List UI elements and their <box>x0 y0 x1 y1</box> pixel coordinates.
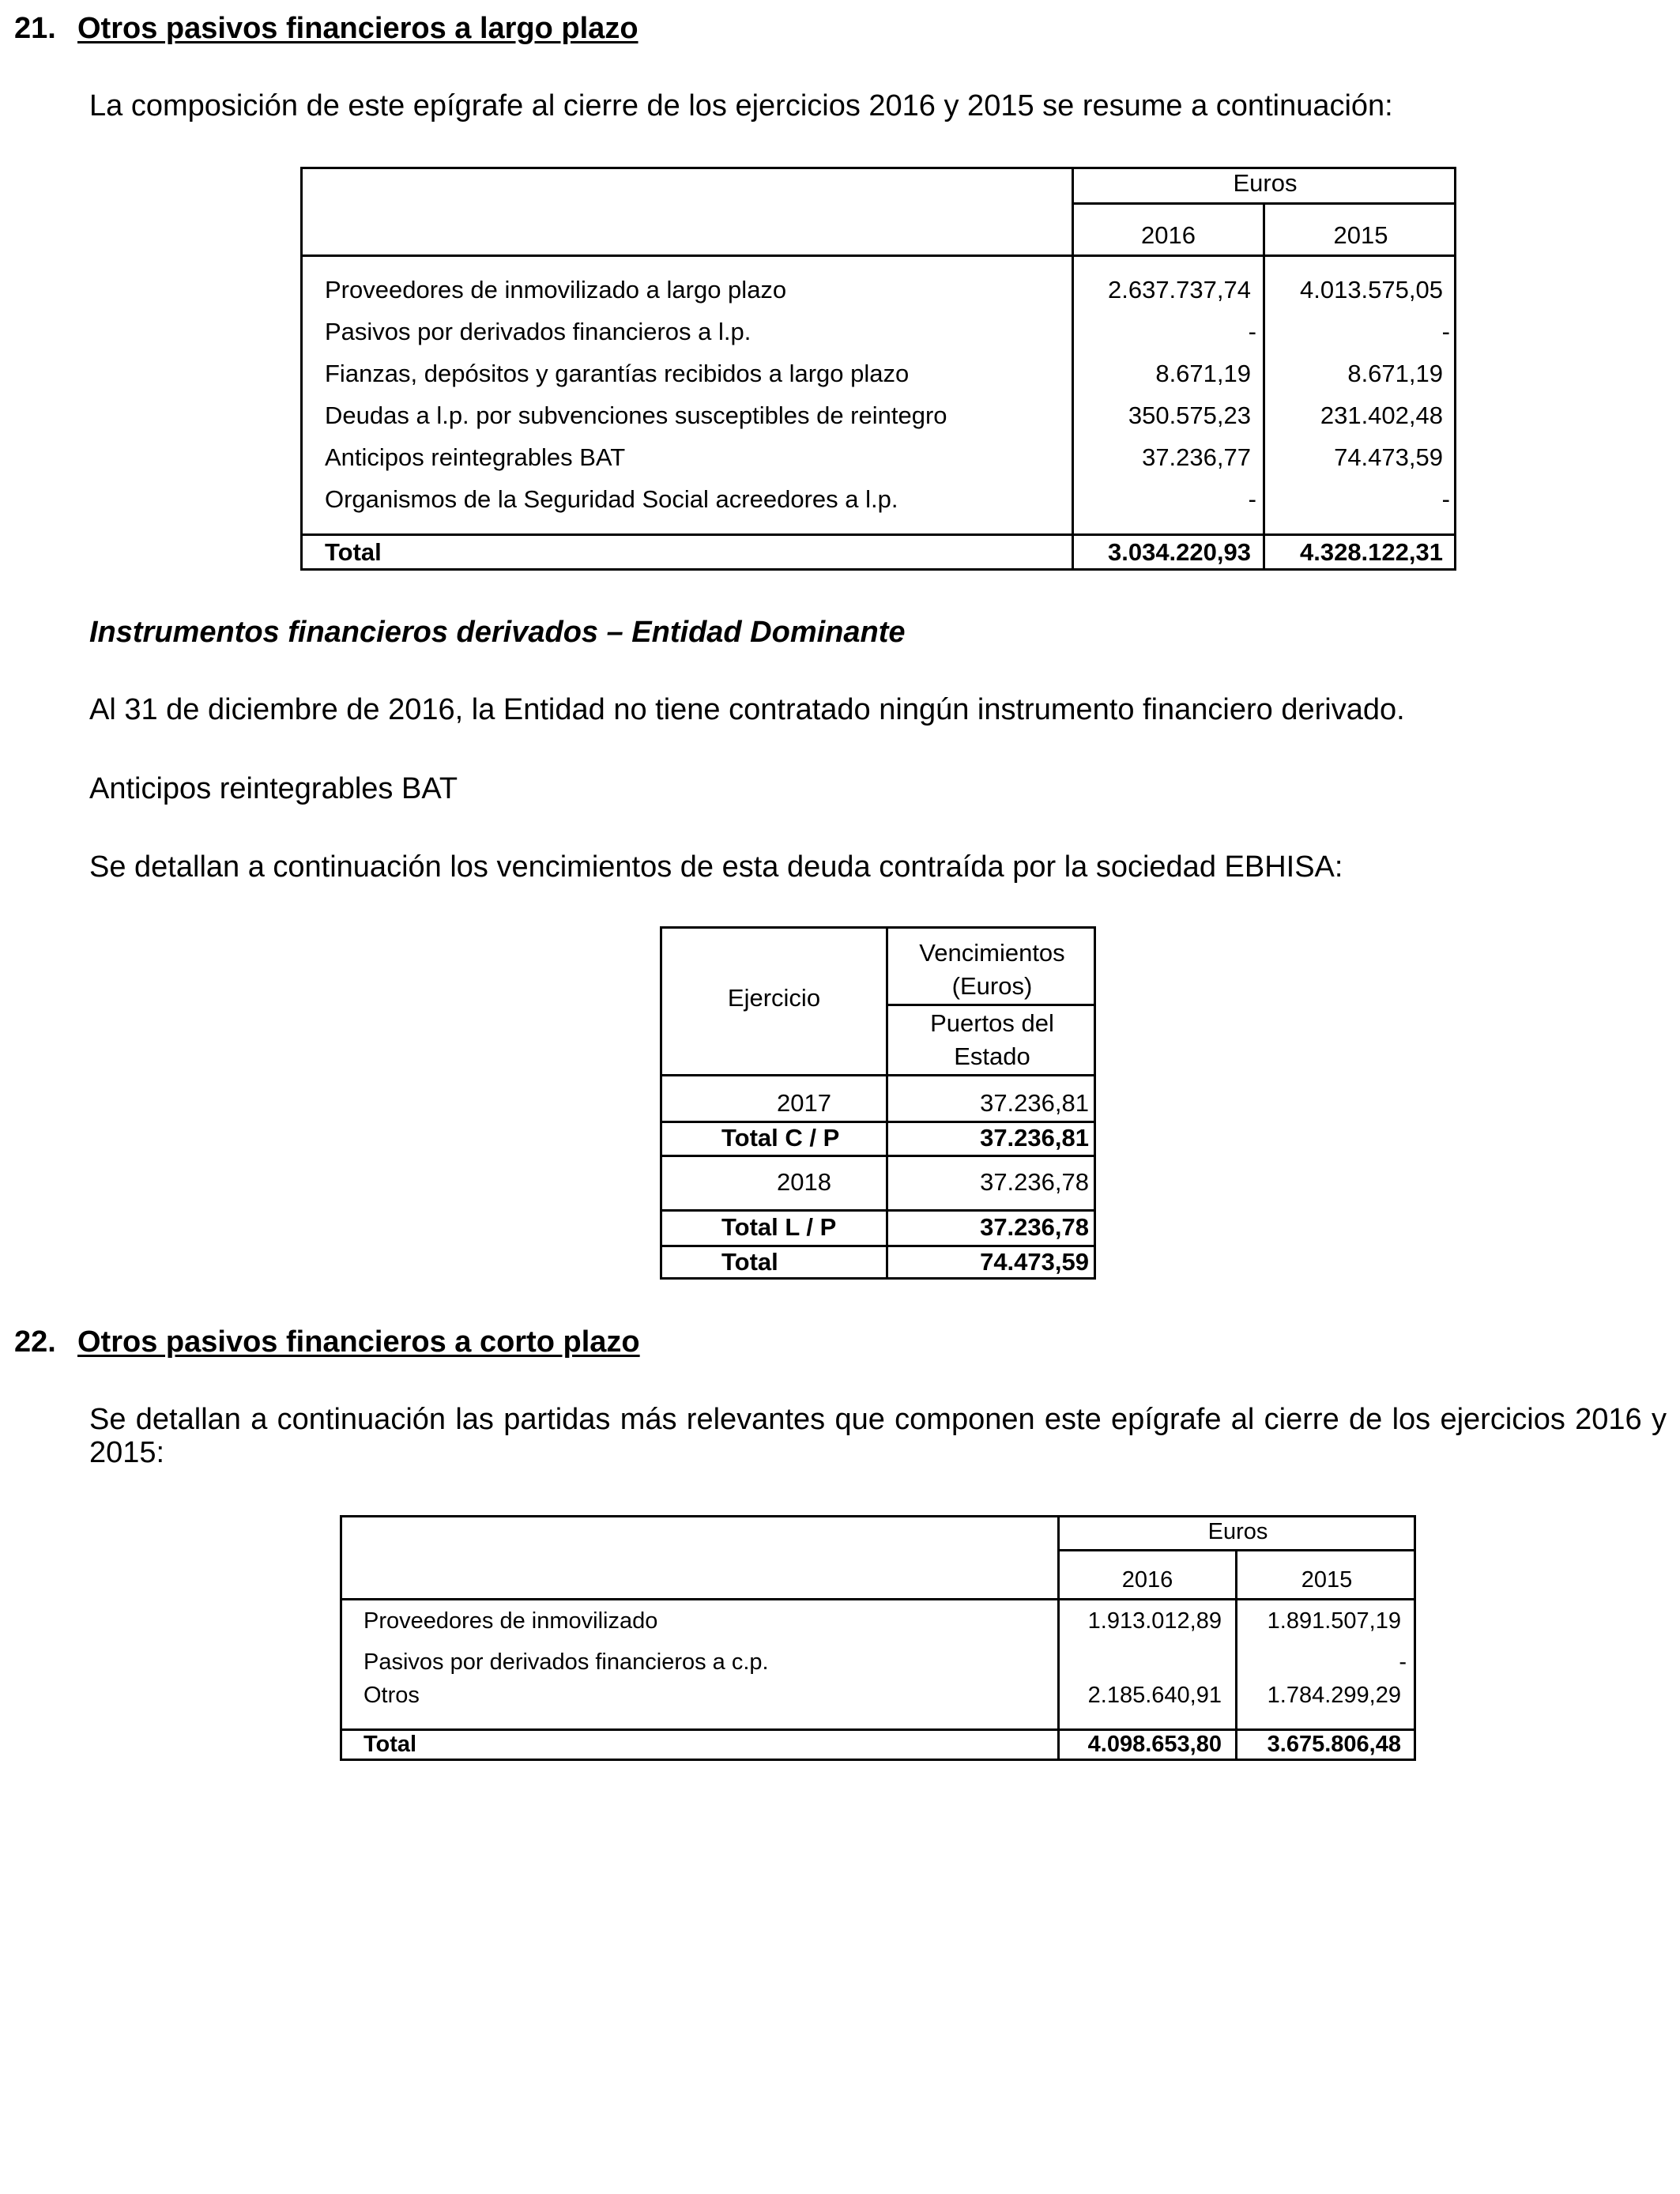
total-label: Total <box>363 1732 417 1757</box>
row-value-2015: 74.473,59 <box>1334 443 1443 471</box>
row-value-2016: 1.913.012,89 <box>1087 1608 1222 1634</box>
maturities-header-line1: Vencimientos <box>919 939 1065 967</box>
row-value-2016: 2.637.737,74 <box>1107 276 1251 303</box>
group-header: Euros <box>1233 169 1298 197</box>
column-divider <box>1263 202 1265 571</box>
column-divider <box>1057 1515 1060 1761</box>
section-title: Otros pasivos financieros a largo plazo <box>77 12 638 45</box>
row-value: 37.236,81 <box>980 1089 1089 1117</box>
row-value: 37.236,78 <box>980 1213 1089 1241</box>
section-number: 21. <box>14 12 56 45</box>
row-value: 37.236,78 <box>980 1168 1089 1196</box>
row-value-2015: - <box>1441 485 1450 513</box>
section-22-intro: Se detallan a continuación las partidas más relevantes que componen este epígrafe al cierre de los ejercicios 2016 y 2015: <box>89 1403 1667 1469</box>
section-title: Otros pasivos financieros a corto plazo <box>77 1325 640 1359</box>
exercise-column-header: Ejercicio <box>727 984 821 1012</box>
header-divider <box>886 1004 1096 1006</box>
row-label: Fianzas, depósitos y garantías recibidos a largo plazo <box>325 360 910 387</box>
row-value-2015: 1.784.299,29 <box>1267 1683 1401 1708</box>
row-value-2016: 37.236,77 <box>1142 443 1251 471</box>
total-value-2016: 3.034.220,93 <box>1107 538 1251 566</box>
row-value-2016: - <box>1248 318 1256 345</box>
derivatives-heading: Instrumentos financieros derivados – Entidad Dominante <box>89 616 906 649</box>
row-label: Pasivos por derivados financieros a l.p. <box>325 318 751 345</box>
row-label: Proveedores de inmovilizado <box>363 1608 658 1634</box>
row-label: 2017 <box>777 1089 831 1117</box>
header-divider <box>1072 202 1456 205</box>
row-value-2016: 350.575,23 <box>1128 401 1251 429</box>
column-header-2016: 2016 <box>1121 1567 1173 1593</box>
column-header-2015: 2015 <box>1333 221 1388 249</box>
row-value: 74.473,59 <box>980 1248 1089 1276</box>
maturities-header-line2: (Euros) <box>951 972 1033 1000</box>
group-header: Euros <box>1207 1519 1268 1544</box>
total-value-2016: 4.098.653,80 <box>1087 1732 1222 1757</box>
row-value-2016: 2.185.640,91 <box>1087 1683 1222 1708</box>
row-label: Organismos de la Seguridad Social acreedores a l.p. <box>325 485 898 513</box>
column-header-2016: 2016 <box>1141 221 1196 249</box>
row-value-2015: 231.402,48 <box>1320 401 1443 429</box>
header-divider <box>1057 1549 1416 1551</box>
row-value-2016: - <box>1248 485 1256 513</box>
total-value-2015: 4.328.122,31 <box>1299 538 1443 566</box>
section-22-heading <box>14 1325 640 1359</box>
row-label: Proveedores de inmovilizado a largo plazo <box>325 276 787 303</box>
row-label: Total L / P <box>721 1213 837 1241</box>
row-label: Anticipos reintegrables BAT <box>325 443 626 471</box>
row-value-2015: 1.891.507,19 <box>1267 1608 1401 1634</box>
column-header-2015: 2015 <box>1301 1567 1353 1593</box>
section-number: 22. <box>14 1325 56 1359</box>
row-label: Total C / P <box>721 1124 840 1152</box>
total-top-line <box>300 533 1456 536</box>
row-value-2015: 8.671,19 <box>1347 360 1443 387</box>
header-bottom-line <box>340 1598 1416 1600</box>
total-value-2015: 3.675.806,48 <box>1267 1732 1401 1757</box>
row-value-2015: - <box>1441 318 1450 345</box>
row-label: Otros <box>363 1683 420 1708</box>
row-value-2015: 4.013.575,05 <box>1299 276 1443 303</box>
row-value-2015: - <box>1399 1649 1407 1675</box>
table-border <box>340 1515 1416 1761</box>
header-bottom-line <box>660 1074 1096 1076</box>
row-line <box>660 1121 1096 1123</box>
row-label: 2018 <box>777 1168 831 1196</box>
row-label: Total <box>721 1248 778 1276</box>
subheader-line2: Estado <box>954 1042 1030 1070</box>
subheader-line1: Puertos del <box>930 1009 1054 1037</box>
total-label: Total <box>325 538 382 566</box>
row-value-2016: 8.671,19 <box>1155 360 1251 387</box>
row-line <box>660 1155 1096 1157</box>
row-value: 37.236,81 <box>980 1124 1089 1152</box>
row-label: Pasivos por derivados financieros a c.p. <box>363 1649 769 1675</box>
section-21-intro: La composición de este epígrafe al cierre de los ejercicios 2016 y 2015 se resume a continuación: <box>89 89 1393 123</box>
bat-intro: Se detallan a continuación los vencimientos de esta deuda contraída por la sociedad EBHISA: <box>89 850 1343 884</box>
section-21-heading <box>14 11 638 46</box>
bat-heading: Anticipos reintegrables BAT <box>89 772 458 805</box>
row-label: Deudas a l.p. por subvenciones susceptibles de reintegro <box>325 401 947 429</box>
row-line <box>660 1209 1096 1212</box>
derivatives-text: Al 31 de diciembre de 2016, la Entidad no tiene contratado ningún instrumento financiero derivado. <box>89 693 1405 726</box>
row-line <box>660 1245 1096 1247</box>
header-bottom-line <box>300 254 1456 257</box>
